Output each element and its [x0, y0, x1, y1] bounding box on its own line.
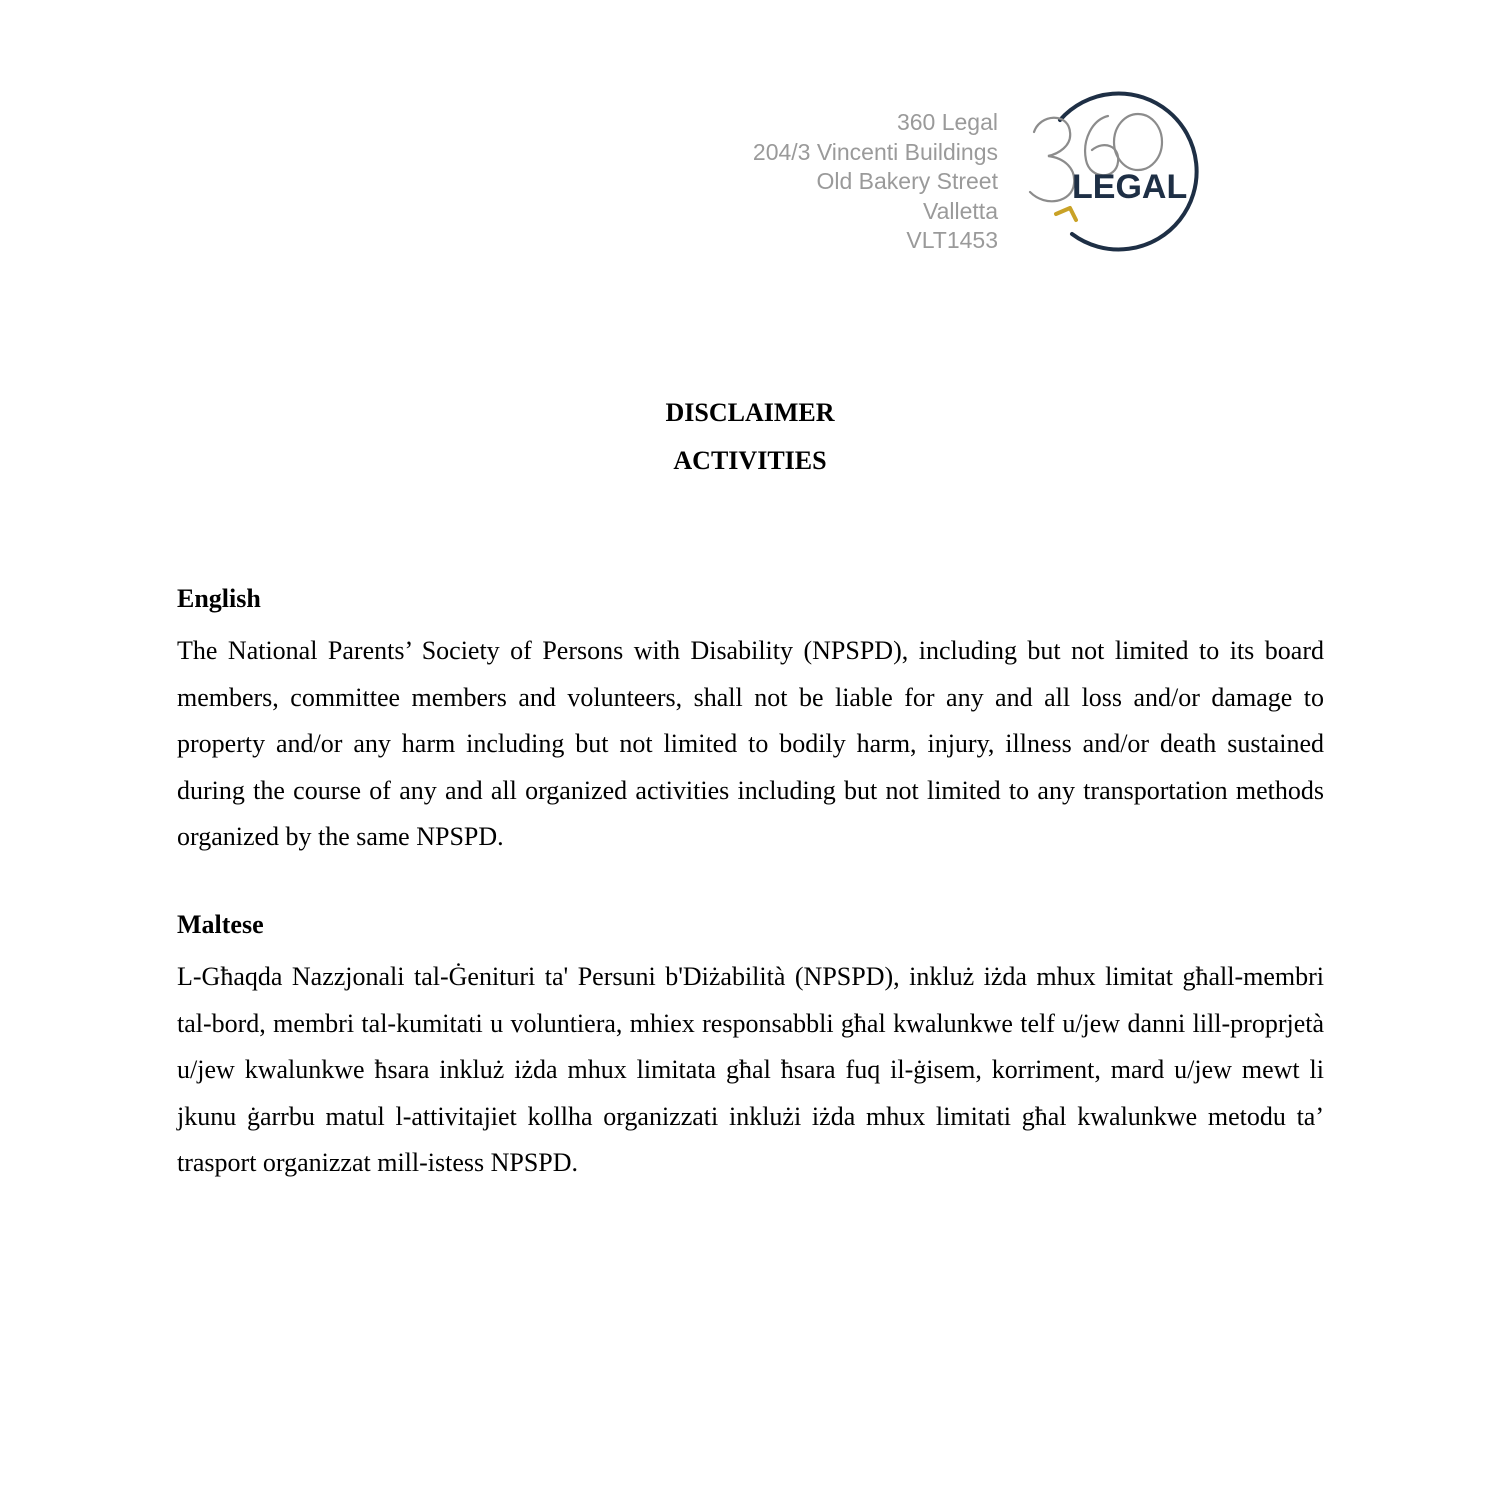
firm-address	[753, 108, 998, 256]
section-heading-maltese: Maltese	[177, 910, 264, 939]
address-line-building: 204/3 Vincenti Buildings	[752, 138, 998, 165]
address-line-city: Valletta	[922, 197, 998, 224]
logo-wordmark: LEGAL	[1072, 168, 1188, 206]
letterhead	[600, 84, 1220, 264]
section-heading-english: English	[177, 584, 261, 613]
360-legal-logo	[1020, 84, 1210, 256]
address-line-firm-name: 360 Legal	[896, 109, 998, 135]
section-english	[177, 582, 1324, 861]
section-body-maltese: L-Għaqda Nazzjonali tal-Ġenituri ta' Persuni b'Diżabilità (NPSPD), inkluż iżda mhux limitat għall-membri tal-bord, membri tal-kumitati u voluntiera, mhiex responsabbli għal kwalunkwe telf u/jew danni lill-proprjetà u/jew kwalunkwe ħsara inkluż iżda mhux limitata għal ħsara fuq il-ġisem, korriment, mard u/jew mewt li jkunu ġarrbu matul l-attivitajiet kollha organizzati inklużi iżda mhux limitati għal kwalunkwe metodu ta’ trasport organizzat mill-istess NPSPD.	[177, 962, 1324, 1177]
document-titles	[0, 395, 1500, 491]
document-title: DISCLAIMER	[665, 398, 835, 427]
document-subtitle: ACTIVITIES	[673, 446, 827, 475]
section-maltese	[177, 908, 1324, 1187]
section-body-english: The National Parents’ Society of Persons with Disability (NPSPD), including but not limited to its board members, committee members and volunteers, shall not be liable for any and all loss and/or damage to property and/or any harm including but not limited to bodily harm, injury, illness and/or death sustained during the course of any and all organized activities including but not limited to any transportation methods organized by the same NPSPD.	[177, 636, 1324, 851]
address-line-street: Old Bakery Street	[816, 168, 998, 194]
address-line-postcode: VLT1453	[906, 227, 998, 253]
